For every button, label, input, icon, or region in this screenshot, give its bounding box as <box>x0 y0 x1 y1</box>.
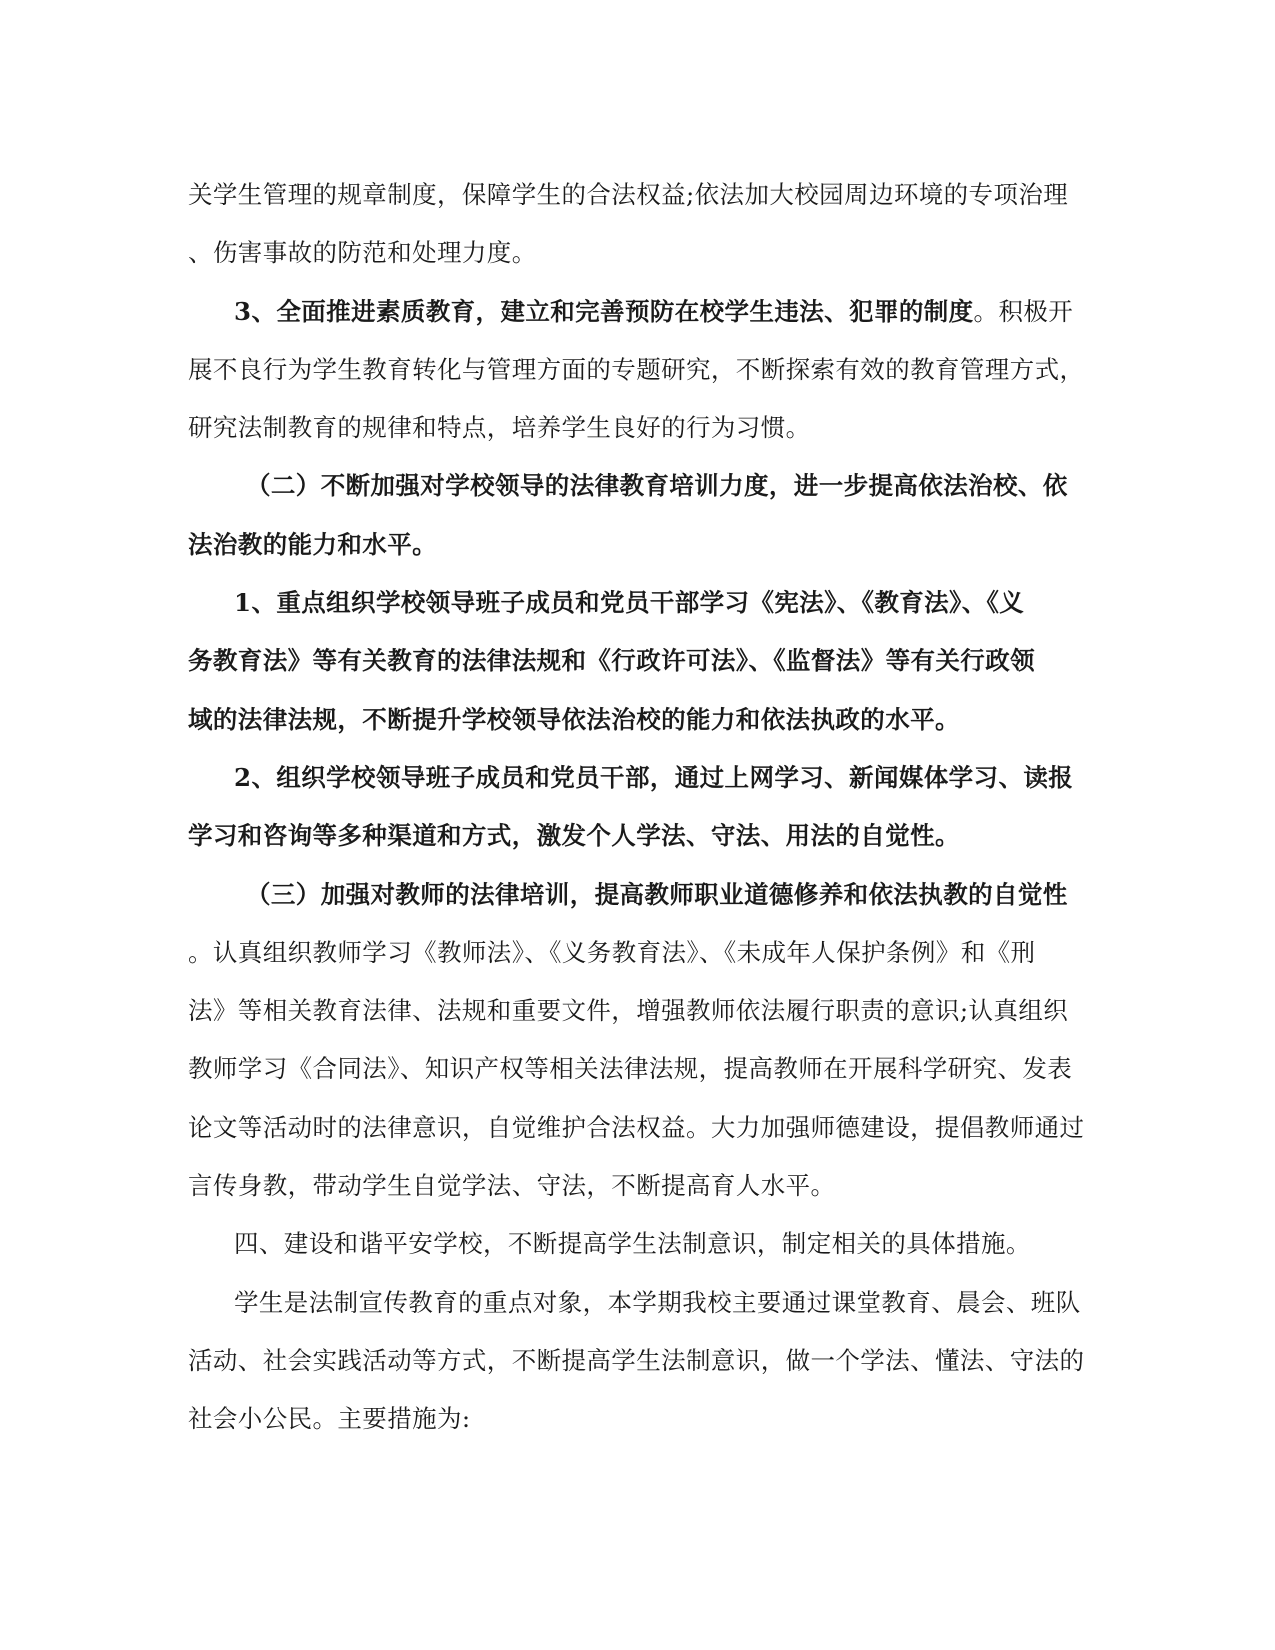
text-line-21: 活动、社会实践活动等方式，不断提高学生法制意识，做一个学法、懂法、守法的 <box>188 1345 1085 1375</box>
section-2-item-1-line-2: 务教育法》等有关教育的法律法规和《行政许可法》、《监督法》等有关行政领 <box>188 646 1035 676</box>
text-line-4: 展不良行为学生教育转化与管理方面的专题研究，不断探索有效的教育管理方式， <box>188 354 1085 384</box>
section-3-heading: （三）加强对教师的法律培训，提高教师职业道德修养和依法执教的自觉性 <box>246 879 1068 909</box>
text-line-14: 。认真组织教师学习《教师法》、《义务教育法》、《未成年人保护条例》和《刑 <box>188 937 1036 967</box>
section-2-item-2-line-1: 2、组织学校领导班子成员和党员干部，通过上网学习、新闻媒体学习、读报 <box>234 762 1074 792</box>
item-3-heading: 3、全面推进素质教育，建立和完善预防在校学生违法、犯罪的制度 <box>234 296 974 326</box>
section-2-heading-line-2: 法治教的能力和水平。 <box>188 529 437 559</box>
document-page <box>188 166 1088 1449</box>
section-2-item-1-line-1: 1、重点组织学校领导班子成员和党员干部学习《宪法》、《教育法》、《义 <box>234 588 1025 618</box>
text-line-16: 教师学习《合同法》、知识产权等相关法律法规，提高教师在开展科学研究、发表 <box>188 1054 1073 1084</box>
section-2-item-2-line-2: 学习和咨询等多种渠道和方式，激发个人学法、守法、用法的自觉性。 <box>188 821 960 851</box>
text-line-18: 言传身教，带动学生自觉学法、守法，不断提高育人水平。 <box>188 1171 836 1201</box>
text-line-1: 关学生管理的规章制度，保障学生的合法权益;依法加大校园周边环境的专项治理 <box>188 180 1069 209</box>
section-4-heading: 四、建设和谐平安学校，不断提高学生法制意识，制定相关的具体措施。 <box>234 1229 1031 1259</box>
section-2-heading-line-1: （二）不断加强对学校领导的法律教育培训力度，进一步提高依法治校、依 <box>246 471 1068 501</box>
text-line-17: 论文等活动时的法律意识，自觉维护合法权益。大力加强师德建设，提倡教师通过 <box>188 1112 1085 1142</box>
text-line-22: 社会小公民。主要措施为: <box>188 1404 471 1434</box>
text-line-20: 学生是法制宣传教育的重点对象，本学期我校主要通过课堂教育、晨会、班队 <box>234 1287 1081 1317</box>
section-2-item-1-line-3: 域的法律法规，不断提升学校领导依法治校的能力和依法执政的水平。 <box>188 704 960 734</box>
item-3-body: 。积极开 <box>973 296 1074 326</box>
text-line-5: 研究法制教育的规律和特点，培养学生良好的行为习惯。 <box>188 413 811 443</box>
text-line-15: 法》等相关教育法律、法规和重要文件，增强教师依法履行职责的意识;认真组织 <box>188 996 1069 1026</box>
text-line-3 <box>188 283 1088 341</box>
text-line-2: 、伤害事故的防范和处理力度。 <box>188 238 537 268</box>
